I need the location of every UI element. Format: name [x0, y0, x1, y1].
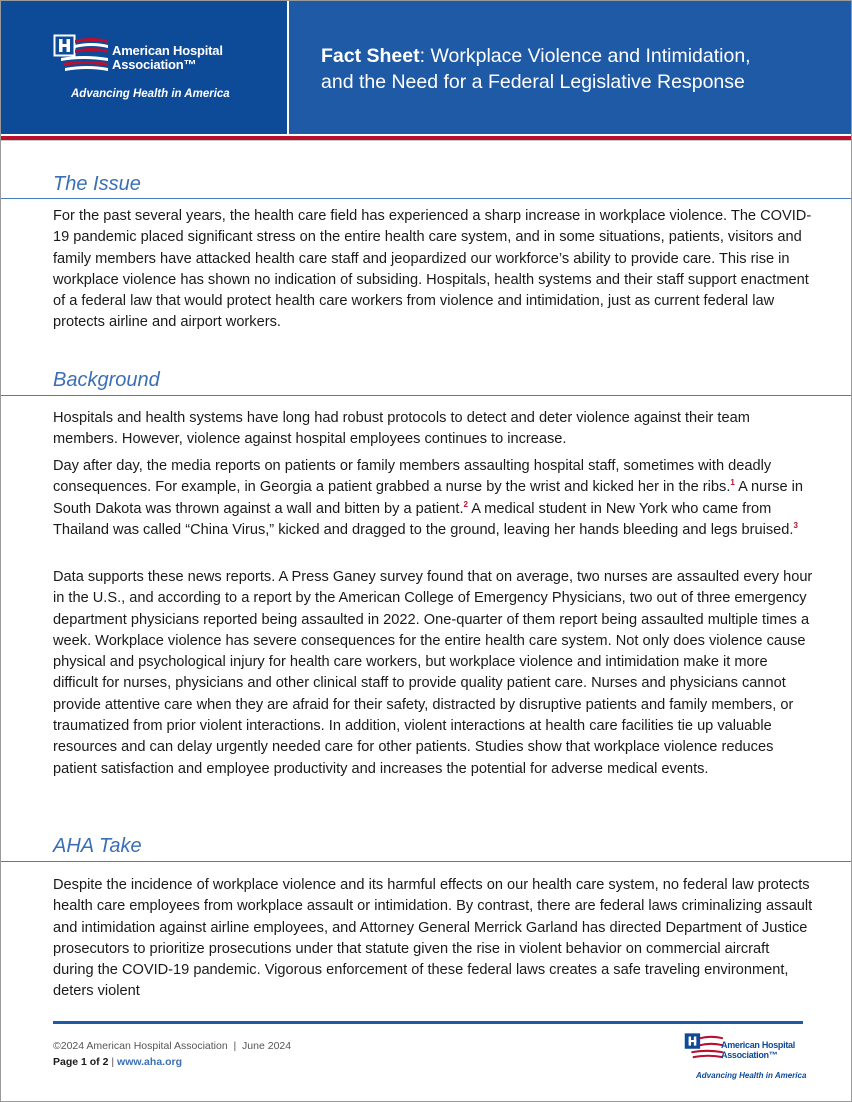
- title-line1: : Workplace Violence and Intimidation,: [419, 45, 751, 67]
- footer-logo-wordmark: [721, 1041, 795, 1060]
- issue-paragraph: [53, 206, 813, 334]
- org-name-line1: American Hospital: [112, 43, 223, 58]
- background-text-2: [53, 456, 813, 541]
- section-rule: [1, 198, 851, 199]
- header-divider: [287, 1, 289, 134]
- aha-take-text: Despite the incidence of workplace violence and its harmful effects on our health care system, no federal law protects health care employees from workplace assault or intimidation. By contrast, there are federal laws criminalizing assault and intimidation against airline employees, and Attorney General Merrick Garland has directed Department of Justice prosecutors to prioritize prosecutions under that statute given the rise in violent behavior on commercial aircraft during the COVID-19 pandemic. Vigorous enforcement of these federal laws creates a safe traveling environment, deters violent: [53, 877, 813, 1000]
- footnote-ref-3[interactable]: 3: [793, 520, 798, 530]
- background-paragraph-1: [53, 408, 813, 451]
- background-text-3: Data supports these news reports. A Press Ganey survey found that on average, two nurses are assaulted every hour in the U.S., and according to a report by the American College of Emergency Physicians, two out of three emergency department physicians reported being assaulted in 2022. One-quarter of them report being assaulted multiple times a week. Workplace violence has severe consequences for the entire health care system. Not only does violence cause physical and psychological injury for health care workers, but workplace violence and intimidation make it more difficult for nurses, physicians and other clinical staff to provide quality patient care. Nurses and physicians cannot provide attentive care when they are afraid for their safety, distracted by disruptive patients and family members, or traumatized from prior violent interactions. In addition, violent interactions at health care facilities tie up valuable resources and can delay urgently needed care for other patients. Studies show that workplace violence reduces patient satisfaction and employee productivity and increases the potential for adverse medical events.: [53, 569, 813, 777]
- section-rule: [1, 861, 851, 862]
- header-banner: [1, 1, 851, 134]
- aha-logo-mark-icon: [684, 1033, 724, 1061]
- footnote-ref-2[interactable]: 2: [463, 499, 468, 509]
- page-title: [321, 43, 831, 95]
- section-heading-aha-take: AHA Take: [53, 835, 142, 857]
- section-heading-the-issue: The Issue: [53, 173, 141, 195]
- footer-org-name-line2: Association™: [721, 1049, 778, 1060]
- logo-tagline: Advancing Health in America: [71, 88, 230, 100]
- aha-logo[interactable]: [53, 34, 253, 104]
- section-heading-background: Background: [53, 369, 160, 391]
- footer-copyright: ©2024 American Hospital Association | June 2024: [53, 1040, 292, 1052]
- issue-text: For the past several years, the health care field has experienced a sharp increase in workplace violence. The COVID-19 pandemic placed significant stress on the entire health care system, and in some situations, patients, visitors and family members have attacked health care staff and jeopardized our workforce’s ability to provide care. This rise in workplace violence has shown no indication of subsiding. Hospitals, health systems and their staff support enactment of a federal law that would protect health care workers from violence and intimidation, just as current federal law protects airline and airport workers.: [53, 208, 812, 331]
- org-name-line2: Association™: [112, 57, 197, 72]
- background-paragraph-2: [53, 456, 813, 541]
- title-label: Fact Sheet: [321, 45, 420, 67]
- footer-page-info: [53, 1056, 182, 1068]
- aha-logo-mark-icon: [53, 34, 109, 74]
- footer-logo-tagline: Advancing Health in America: [696, 1071, 807, 1080]
- aha-logo-wordmark: [112, 44, 223, 72]
- title-line2: and the Need for a Federal Legislative Response: [321, 71, 745, 93]
- background-text-2c: A medical student in New York who came from Thailand was called “China Virus,” kicked and dragged to the ground, leaving her hands bleeding and legs bruised.: [53, 500, 794, 538]
- footer-rule: [53, 1021, 803, 1024]
- background-text-2b: A nurse in South Dakota was thrown against a wall and bitten by a patient.: [53, 479, 803, 517]
- footer-url-link[interactable]: www.aha.org: [117, 1056, 182, 1068]
- section-rule: [1, 395, 851, 396]
- background-paragraph-3: [53, 567, 813, 780]
- background-text-2a: Day after day, the media reports on patients or family members assaulting hospital staff, sometimes with deadly consequences. For example, in Georgia a patient grabbed a nurse by the wrist and kicked her in the ribs.: [53, 458, 772, 496]
- footer-org-name-line1: American Hospital: [721, 1040, 795, 1050]
- footer-separator: |: [111, 1056, 115, 1068]
- aha-take-paragraph: [53, 875, 813, 1003]
- footer-aha-logo[interactable]: [684, 1033, 814, 1083]
- background-text-1: Hospitals and health systems have long had robust protocols to detect and deter violence against their team members. However, violence against hospital employees continues to increase.: [53, 410, 750, 448]
- page-number: Page 1 of 2: [53, 1056, 109, 1068]
- header-rule-gray: [1, 140, 851, 141]
- footnote-ref-1[interactable]: 1: [730, 478, 735, 488]
